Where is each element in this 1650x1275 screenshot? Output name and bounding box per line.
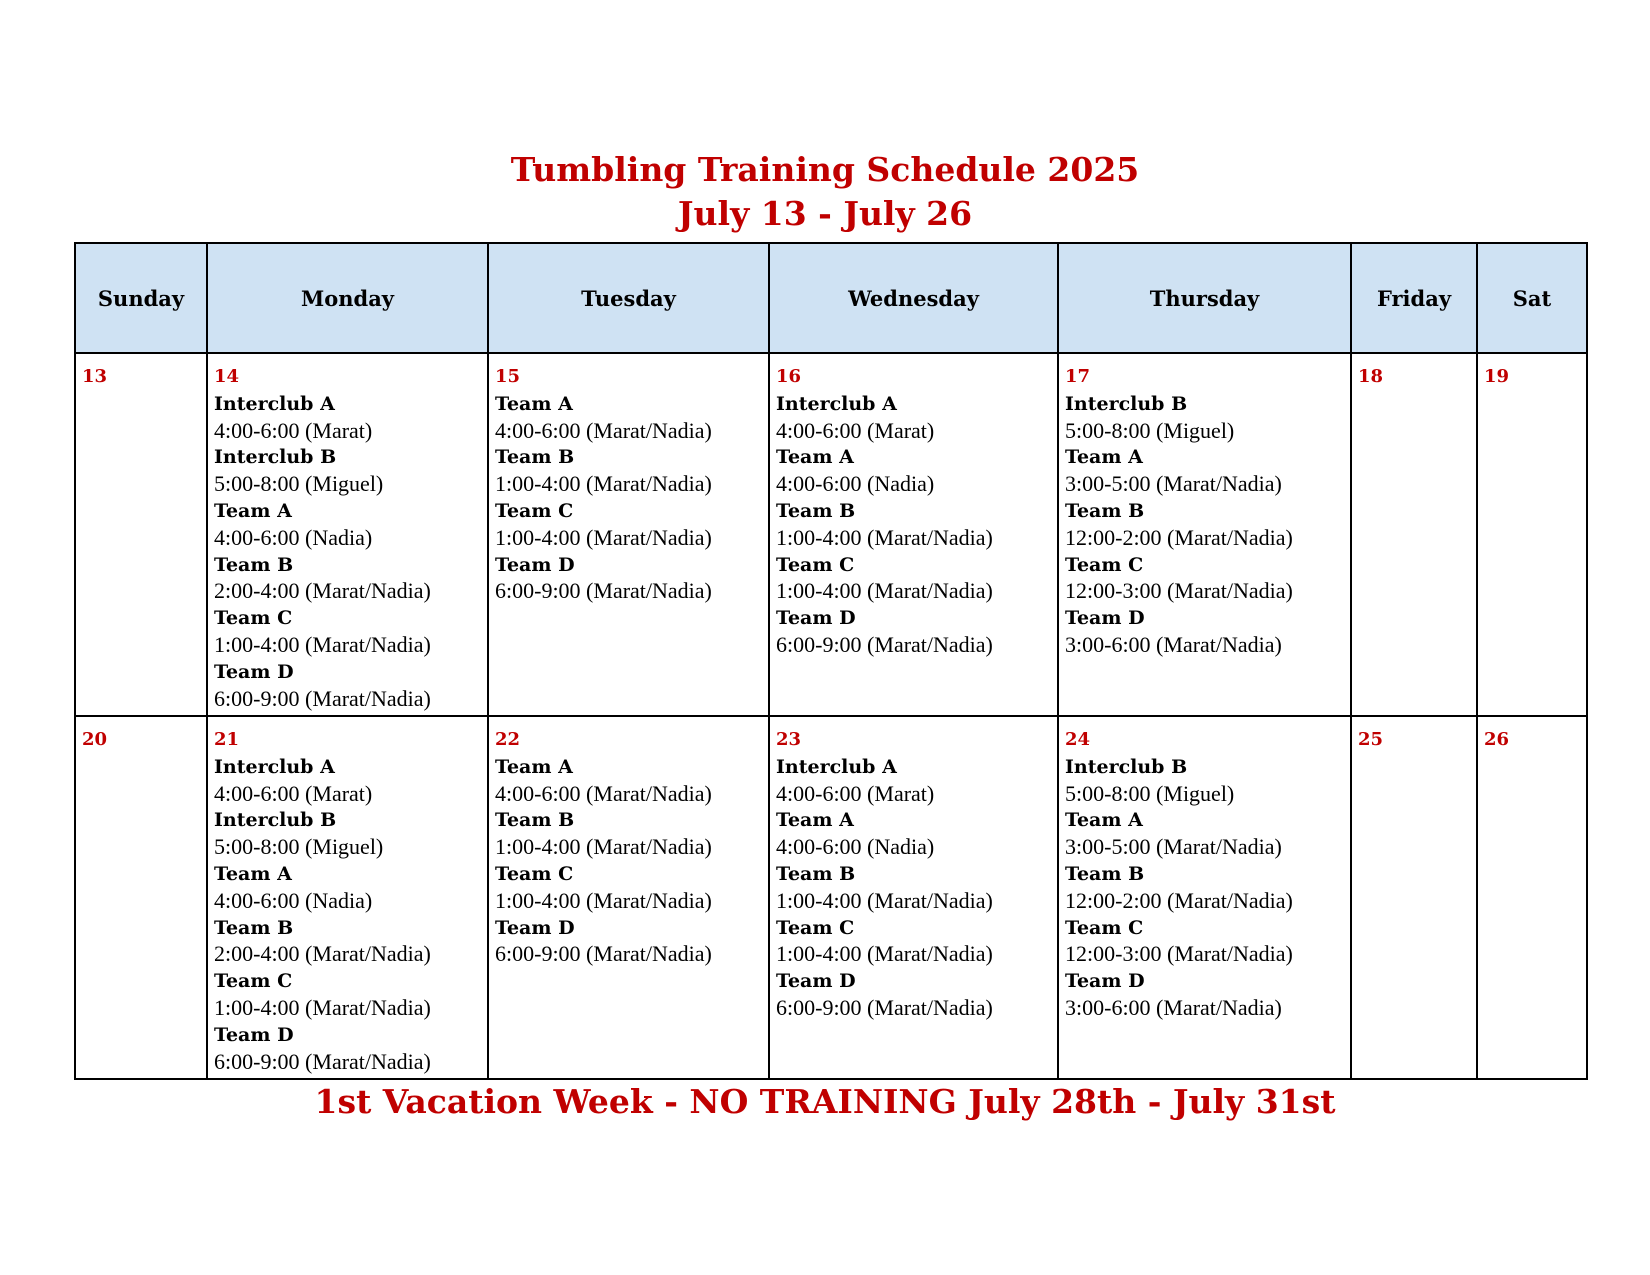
schedule-title-block <box>0 148 1650 236</box>
session-time-coach: 2:00-4:00 (Marat/Nadia) <box>214 941 431 967</box>
day-cell <box>488 353 769 716</box>
session-time-coach: 5:00-8:00 (Miguel) <box>214 834 384 860</box>
session-time-coach: 3:00-5:00 (Marat/Nadia) <box>1065 471 1282 497</box>
weekday-header: Sat <box>1477 243 1587 353</box>
day-number: 25 <box>1358 729 1384 750</box>
session-name: Team C <box>776 553 855 576</box>
day-number: 14 <box>214 366 240 387</box>
session-name: Team B <box>776 862 856 885</box>
vacation-notice: 1st Vacation Week - NO TRAINING July 28th - July 31st <box>314 1082 1336 1121</box>
day-cell <box>207 353 488 716</box>
day-number: 21 <box>214 729 240 750</box>
session-name: Team A <box>214 862 292 885</box>
session-time-coach: 1:00-4:00 (Marat/Nadia) <box>214 631 431 657</box>
session-name: Team D <box>776 607 856 630</box>
session-name: Team B <box>776 499 856 522</box>
session-name: Team A <box>776 446 854 469</box>
day-cell <box>1351 353 1477 716</box>
session-time-coach: 5:00-8:00 (Miguel) <box>1065 417 1235 443</box>
session-name: Team D <box>495 916 575 939</box>
session-name: Team A <box>214 499 292 522</box>
day-cell-content <box>76 354 206 391</box>
session-time-coach: 3:00-6:00 (Marat/Nadia) <box>1065 994 1282 1020</box>
session-name: Team B <box>214 553 294 576</box>
session-name: Team D <box>1065 607 1145 630</box>
session-time-coach: 6:00-9:00 (Marat/Nadia) <box>776 994 993 1020</box>
weekday-header: Monday <box>207 243 488 353</box>
day-cell-content <box>1352 354 1476 391</box>
week-row <box>75 716 1587 1079</box>
weekday-header: Wednesday <box>769 243 1058 353</box>
day-cell-content <box>770 717 1057 1022</box>
day-number: 23 <box>776 729 802 750</box>
session-time-coach: 6:00-9:00 (Marat/Nadia) <box>495 578 712 604</box>
schedule-table <box>74 242 1588 1080</box>
session-name: Team A <box>1065 809 1143 832</box>
day-number: 15 <box>495 366 521 387</box>
day-number: 26 <box>1484 729 1510 750</box>
session-name: Team D <box>495 553 575 576</box>
day-number: 13 <box>82 366 108 387</box>
day-cell <box>1058 716 1351 1079</box>
session-name: Team D <box>214 660 294 683</box>
day-cell <box>75 716 207 1079</box>
page-title: Tumbling Training Schedule 2025 <box>510 150 1140 189</box>
session-name: Team B <box>1065 499 1145 522</box>
session-name: Interclub A <box>214 392 335 415</box>
session-name: Interclub B <box>1065 392 1188 415</box>
weekday-header: Thursday <box>1058 243 1351 353</box>
day-number: 18 <box>1358 366 1384 387</box>
session-name: Interclub B <box>1065 755 1188 778</box>
day-cell <box>1351 716 1477 1079</box>
session-time-coach: 1:00-4:00 (Marat/Nadia) <box>495 834 712 860</box>
session-name: Team D <box>214 1023 294 1046</box>
session-time-coach: 3:00-6:00 (Marat/Nadia) <box>1065 631 1282 657</box>
day-number: 22 <box>495 729 521 750</box>
session-name: Team C <box>1065 916 1144 939</box>
week-row <box>75 353 1587 716</box>
session-time-coach: 4:00-6:00 (Marat) <box>776 417 935 443</box>
session-time-coach: 2:00-4:00 (Marat/Nadia) <box>214 578 431 604</box>
schedule-body <box>75 353 1587 1079</box>
session-name: Team B <box>1065 862 1145 885</box>
day-cell <box>488 716 769 1079</box>
session-name: Team C <box>495 499 574 522</box>
session-name: Team A <box>495 755 573 778</box>
day-number: 20 <box>82 729 108 750</box>
session-name: Team B <box>495 809 575 832</box>
session-name: Team B <box>495 446 575 469</box>
session-time-coach: 4:00-6:00 (Marat) <box>776 780 935 806</box>
day-cell <box>1477 353 1587 716</box>
session-time-coach: 4:00-6:00 (Nadia) <box>776 471 935 497</box>
session-time-coach: 5:00-8:00 (Miguel) <box>1065 780 1235 806</box>
session-time-coach: 3:00-5:00 (Marat/Nadia) <box>1065 834 1282 860</box>
session-time-coach: 6:00-9:00 (Marat/Nadia) <box>776 631 993 657</box>
session-time-coach: 6:00-9:00 (Marat/Nadia) <box>214 685 431 711</box>
day-cell <box>769 353 1058 716</box>
session-time-coach: 1:00-4:00 (Marat/Nadia) <box>776 887 993 913</box>
session-time-coach: 4:00-6:00 (Marat) <box>214 780 373 806</box>
session-time-coach: 6:00-9:00 (Marat/Nadia) <box>214 1048 431 1074</box>
day-number: 24 <box>1065 729 1091 750</box>
session-time-coach: 6:00-9:00 (Marat/Nadia) <box>495 941 712 967</box>
weekday-header-row <box>75 243 1587 353</box>
session-name: Team A <box>1065 446 1143 469</box>
session-name: Team A <box>495 392 573 415</box>
session-name: Team C <box>214 607 293 630</box>
day-cell-content <box>1059 354 1350 659</box>
session-time-coach: 1:00-4:00 (Marat/Nadia) <box>495 471 712 497</box>
weekday-header: Tuesday <box>488 243 769 353</box>
session-time-coach: 12:00-3:00 (Marat/Nadia) <box>1065 941 1293 967</box>
day-cell-content <box>208 717 487 1075</box>
session-name: Team C <box>1065 553 1144 576</box>
session-name: Interclub B <box>214 446 337 469</box>
date-range-subtitle: July 13 - July 26 <box>677 194 973 233</box>
day-cell <box>1477 716 1587 1079</box>
session-time-coach: 1:00-4:00 (Marat/Nadia) <box>776 524 993 550</box>
day-cell-content <box>489 354 768 605</box>
session-time-coach: 1:00-4:00 (Marat/Nadia) <box>776 941 993 967</box>
day-cell <box>75 353 207 716</box>
session-time-coach: 4:00-6:00 (Marat/Nadia) <box>495 780 712 806</box>
session-name: Team C <box>776 916 855 939</box>
day-number: 17 <box>1065 366 1091 387</box>
session-time-coach: 1:00-4:00 (Marat/Nadia) <box>495 887 712 913</box>
session-name: Team C <box>495 862 574 885</box>
day-cell-content <box>208 354 487 712</box>
weekday-header: Sunday <box>75 243 207 353</box>
session-time-coach: 12:00-2:00 (Marat/Nadia) <box>1065 887 1293 913</box>
day-cell-content <box>1352 717 1476 754</box>
day-cell <box>769 716 1058 1079</box>
session-time-coach: 12:00-2:00 (Marat/Nadia) <box>1065 524 1293 550</box>
day-number: 19 <box>1484 366 1510 387</box>
session-name: Team B <box>214 916 294 939</box>
session-name: Team C <box>214 970 293 993</box>
session-time-coach: 4:00-6:00 (Nadia) <box>214 887 373 913</box>
session-name: Team D <box>1065 970 1145 993</box>
day-cell-content <box>76 717 206 754</box>
session-time-coach: 5:00-8:00 (Miguel) <box>214 471 384 497</box>
day-cell <box>207 716 488 1079</box>
weekday-header: Friday <box>1351 243 1477 353</box>
day-cell-content <box>1478 717 1586 754</box>
day-cell-content <box>489 717 768 968</box>
session-name: Team A <box>776 809 854 832</box>
session-time-coach: 4:00-6:00 (Marat) <box>214 417 373 443</box>
session-name: Interclub B <box>214 809 337 832</box>
session-name: Interclub A <box>776 755 897 778</box>
session-name: Interclub A <box>214 755 335 778</box>
session-time-coach: 4:00-6:00 (Marat/Nadia) <box>495 417 712 443</box>
day-number: 16 <box>776 366 802 387</box>
day-cell-content <box>1059 717 1350 1022</box>
session-name: Team D <box>776 970 856 993</box>
day-cell-content <box>770 354 1057 659</box>
day-cell <box>1058 353 1351 716</box>
session-time-coach: 1:00-4:00 (Marat/Nadia) <box>776 578 993 604</box>
session-time-coach: 4:00-6:00 (Nadia) <box>214 524 373 550</box>
day-cell-content <box>1478 354 1586 391</box>
session-time-coach: 4:00-6:00 (Nadia) <box>776 834 935 860</box>
session-time-coach: 1:00-4:00 (Marat/Nadia) <box>495 524 712 550</box>
session-time-coach: 12:00-3:00 (Marat/Nadia) <box>1065 578 1293 604</box>
session-time-coach: 1:00-4:00 (Marat/Nadia) <box>214 994 431 1020</box>
session-name: Interclub A <box>776 392 897 415</box>
